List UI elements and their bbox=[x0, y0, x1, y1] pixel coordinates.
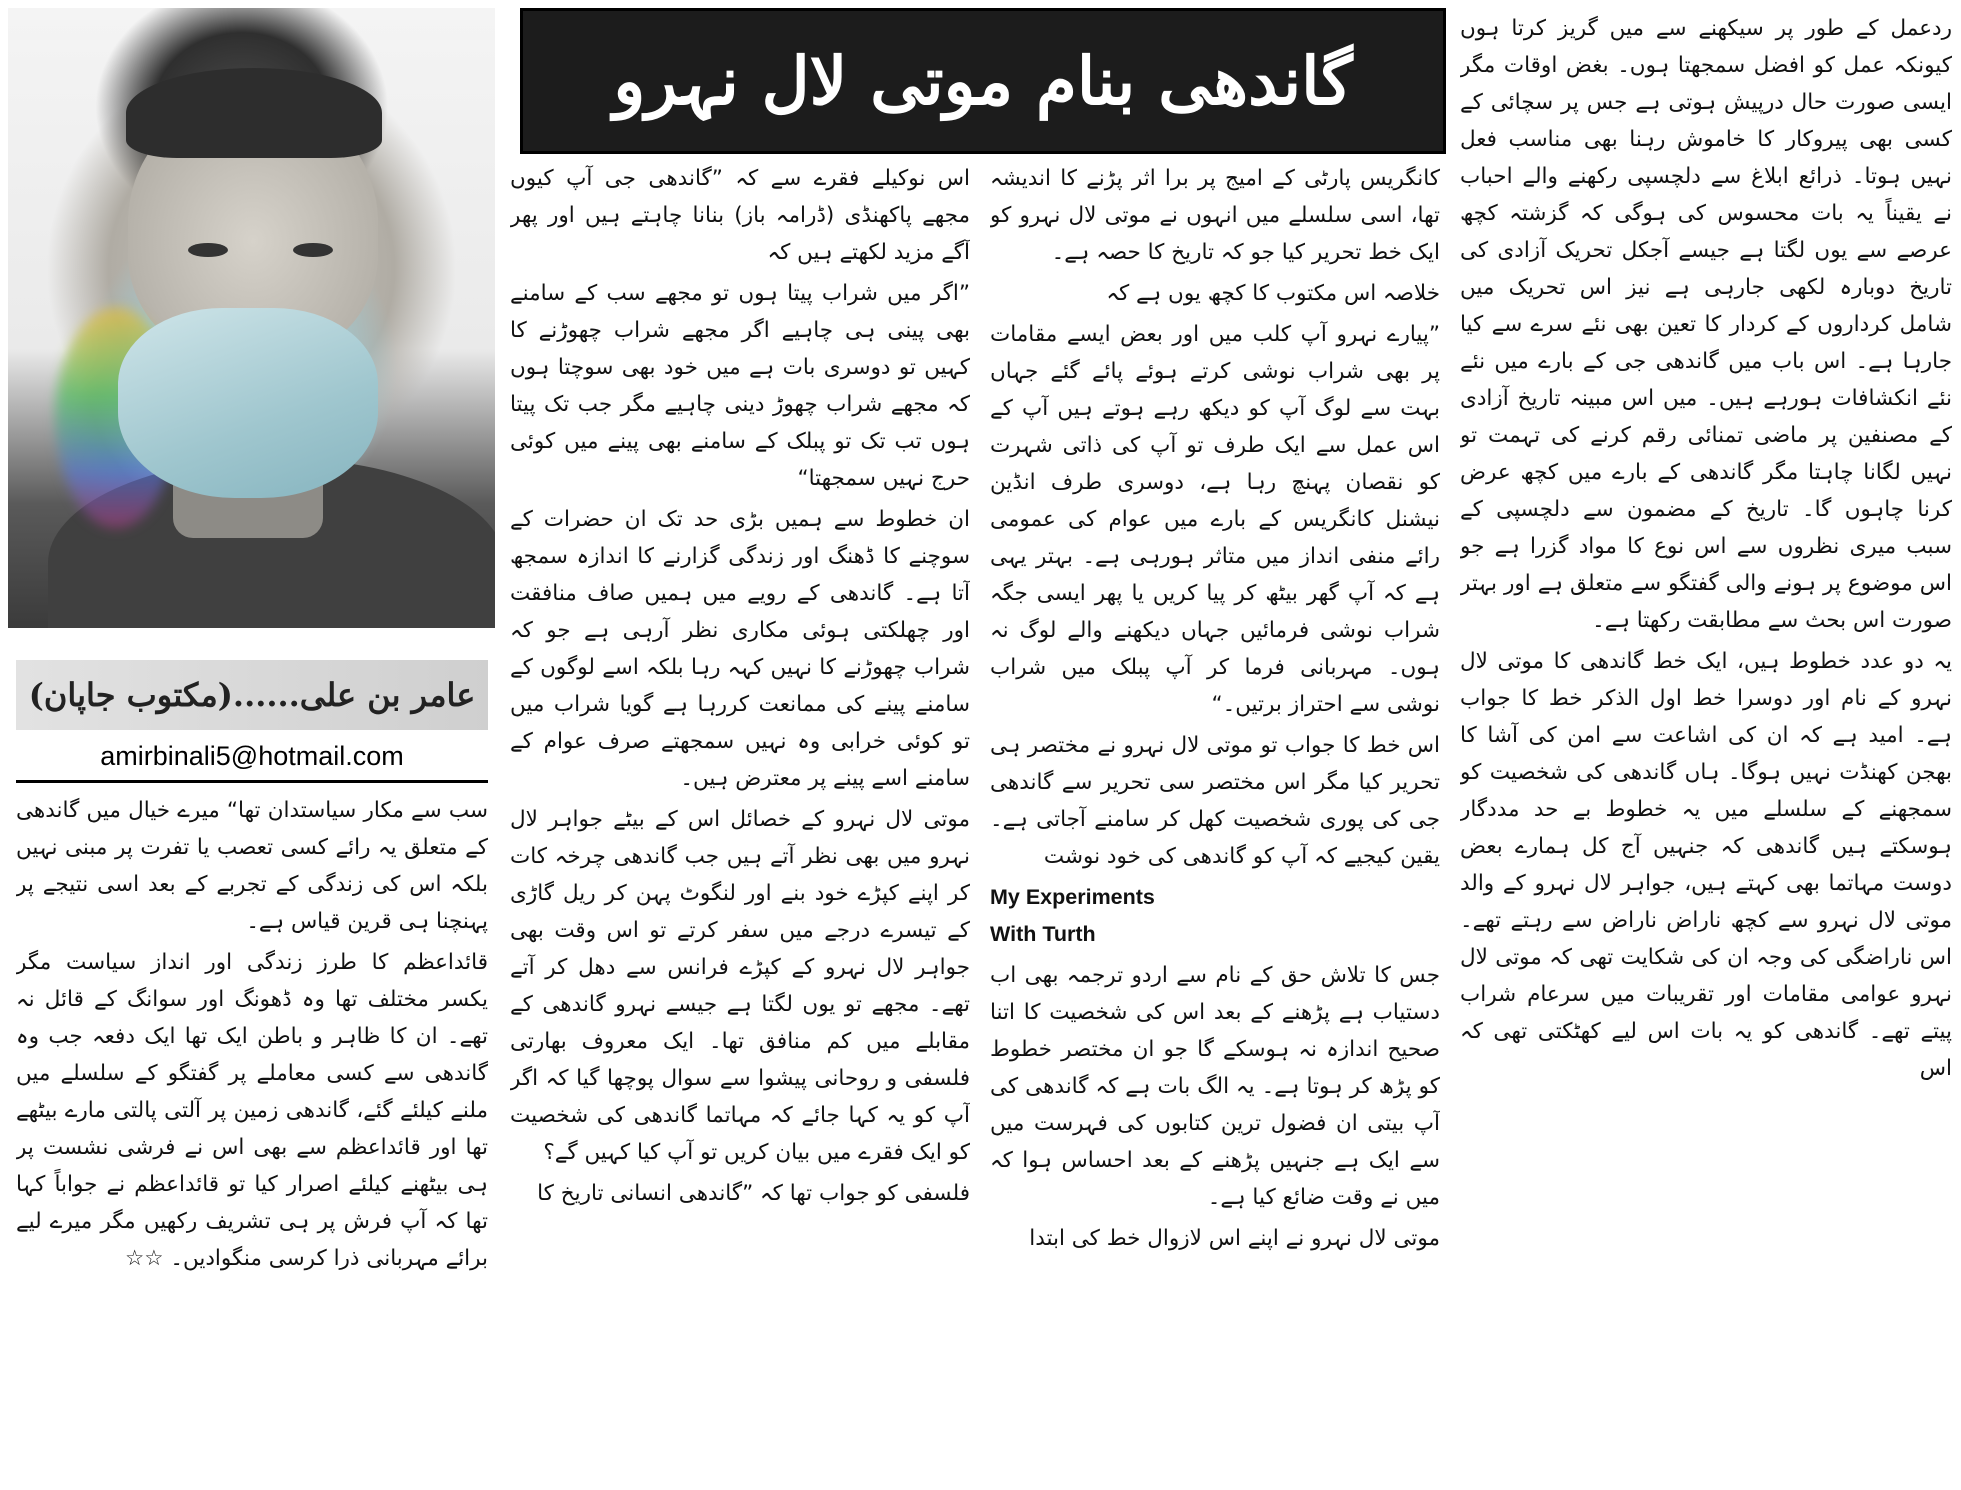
byline-divider bbox=[16, 780, 488, 783]
english-book-title bbox=[990, 879, 1440, 953]
paragraph: کانگریس پارٹی کے امیج پر برا اثر پڑنے کا اندیشہ تھا، اسی سلسلے میں انہوں نے موتی لال نہرو کو ایک خط تحریر کیا جو کہ تاریخ کا حصہ ہے۔ bbox=[990, 166, 1440, 265]
paragraph: موتی لال نہرو کے خصائل اس کے بیٹے جواہر لال نہرو میں بھی نظر آتے ہیں جب گاندھی چرخہ کات کر اپنے کپڑے خود بنے اور لنگوٹ پہن کر ریل گاڑی کے تیسرے درجے میں سفر کرتے تو اس وقت بھی جواہر لال نہرو کے کپڑے فرانس سے دھل کر آتے تھے۔ مجھے تو یوں لگتا ہے جیسے نہرو گاندھی کے مقابلے میں کم منافق تھا۔ ایک معروف بھارتی فلسفی و روحانی پیشوا سے سوال پوچھا گیا کہ اگر آپ کو یہ کہا جائے کہ مہاتما گاندھی کی شخصیت کو ایک فقرے میں بیان کریں تو آپ کیا کہیں گے؟ bbox=[510, 807, 970, 1165]
photo-eye-right bbox=[293, 243, 333, 257]
paragraph: اس خط کا جواب تو موتی لال نہرو نے مختصر ہی تحریر کیا مگر اس مختصر سی تحریر سے گاندھی جی کی پوری شخصیت کھل کر سامنے آجاتی ہے۔ یقین کیجیے کہ آپ کو گاندھی کی خود نوشت bbox=[990, 733, 1440, 869]
column-middle-right bbox=[990, 160, 1440, 1486]
paragraph: فلسفی کو جواب تھا کہ ”گاندھی انسانی تاریخ کا bbox=[537, 1181, 970, 1206]
article-headline: گاندھی بنام موتی لال نہرو bbox=[520, 8, 1446, 154]
paragraph: خلاصہ اس مکتوب کا کچھ یوں ہے کہ bbox=[1106, 281, 1440, 306]
paragraph: قائداعظم کا طرز زندگی اور انداز سیاست مگر یکسر مختلف تھا وہ ڈھونگ اور سوانگ کے قائل نہ تھے۔ ان کا ظاہر و باطن ایک تھا ایک دفعہ جب وہ گاندھی سے کسی معاملے پر گفتگو کے سلسلے میں ملنے کیلئے گئے، گاندھی زمین پر آلتی پالتی مارے بیٹھے تھا اور قائداعظم سے بھی اس نے فرشی نشست پر ہی بیٹھنے کیلئے اصرار کیا تو قائداعظم نے جواباً کہا تھا کہ آپ فرش پر ہی تشریف رکھیں مگر میرے لیے برائے مہربانی ذرا کرسی منگوادیں۔ ☆☆ bbox=[16, 950, 488, 1271]
column-right bbox=[1460, 10, 1952, 1486]
author-email: amirbinali5@hotmail.com bbox=[100, 740, 404, 771]
paragraph: ”پیارے نہرو آپ کلب میں اور بعض ایسے مقامات پر بھی شراب نوشی کرتے ہوئے پائے گئے جہاں بہت سے لوگ آپ کو دیکھ رہے ہوتے ہیں آپ کے اس عمل سے ایک طرف تو آپ کی ذاتی شہرت کو نقصان پہنچ رہا ہے، دوسری طرف انڈین نیشنل کانگریس کے بارے میں عوام کی عمومی رائے منفی انداز میں متاثر ہورہی ہے۔ بہتر یہی ہے کہ آپ گھر بیٹھ کر پیا کریں یا پھر ایسی جگہ شراب نوشی فرمائیں جہاں دیکھنے والے لوگ نہ ہوں۔ مہربانی فرما کر آپ پبلک میں شراب نوشی سے احتراز برتیں۔“ bbox=[990, 322, 1440, 717]
photo-eye-left bbox=[188, 243, 228, 257]
photo-hair bbox=[126, 68, 382, 158]
column-left bbox=[16, 792, 488, 1482]
paragraph: اس نوکیلے فقرے سے کہ ”گاندھی جی آپ کیوں مجھے پاکھنڈی (ڈرامہ باز) بنانا چاہتے ہیں اور پھر آگے مزید لکھتے ہیں کہ bbox=[510, 166, 970, 265]
column-middle-left bbox=[510, 160, 970, 1486]
paragraph: یہ دو عدد خطوط ہیں، ایک خط گاندھی کا موتی لال نہرو کے نام اور دوسرا خط اول الذکر خط کا جواب ہے۔ امید ہے کہ ان کی اشاعت سے امن کی آشا کا بھجن کھنڈت نہیں ہوگا۔ ہاں گاندھی کی شخصیت کو سمجھنے کے سلسلے میں یہ خطوط بے حد مددگار ہوسکتے ہیں گاندھی کہ جنہیں آج کل ہمارے بعض دوست مہاتما بھی کہتے ہیں، جواہر لال نہرو کے والد موتی لال نہرو سے کچھ ناراض ناراض سے رہتے تھے۔ اس ناراضگی کی وجہ ان کی شکایت تھی کہ موتی لال نہرو عوامی مقامات اور تقریبات میں سرعام شراب پیتے تھے۔ گاندھی کو یہ بات اس لیے کھٹکتی تھی کہ اس bbox=[1460, 649, 1952, 1081]
paragraph: ان خطوط سے ہمیں بڑی حد تک ان حضرات کے سوچنے کا ڈھنگ اور زندگی گزارنے کا اندازہ سمجھ آتا ہے۔ گاندھی کے رویے میں ہمیں صاف منافقت اور چھلکتی ہوئی مکاری نظر آرہی ہے جو کہ شراب چھوڑنے کا نہیں کہہ رہا بلکہ اسے لوگوں کے سامنے پینے کی ممانعت کررہا ہے گویا شراب میں تو کوئی خرابی وہ نہیں سمجھتے صرف عوام کے سامنے اسے پینے پر معترض ہیں۔ bbox=[510, 507, 970, 791]
author-photo bbox=[8, 8, 495, 628]
paragraph: موتی لال نہرو نے اپنے اس لازوال خط کی ابتدا bbox=[1029, 1226, 1440, 1251]
author-byline: عامر بن علی......(مکتوب جاپان) bbox=[16, 660, 488, 730]
paragraph: سب سے مکار سیاستدان تھا“ میرے خیال میں گاندھی کے متعلق یہ رائے کسی تعصب یا تفرت پر مبنی نہیں بلکہ اس کی زندگی کے تجربے کے بعد اسی نتیجے پر پہنچنا ہی قرین قیاس ہے۔ bbox=[16, 798, 488, 934]
english-title-line-1: My Experiments bbox=[990, 885, 1155, 909]
paragraph: ”اگر میں شراب پیتا ہوں تو مجھے سب کے سامنے بھی پینی ہی چاہیے اگر مجھے شراب چھوڑنے کا کہیں تو دوسری بات ہے میں خود بھی سوچتا ہوں کہ مجھے شراب چھوڑ دینی چاہیے مگر جب تک پیتا ہوں تب تک تو پبلک کے سامنے بھی پینے میں کوئی حرج نہیں سمجھتا“ bbox=[510, 281, 970, 491]
paragraph: جس کا تلاش حق کے نام سے اردو ترجمہ بھی اب دستیاب ہے پڑھنے کے بعد اس کی شخصیت کا اتنا صحیح اندازہ نہ ہوسکے گا جو ان مختصر خطوط کو پڑھ کر ہوتا ہے۔ یہ الگ بات ہے کہ گاندھی کی آپ بیتی ان فضول ترین کتابوں کی فہرست میں سے ایک ہے جنہیں پڑھنے کے بعد احساس ہوا کہ میں نے وقت ضائع کیا ہے۔ bbox=[990, 963, 1440, 1210]
paragraph: ردعمل کے طور پر سیکھنے سے میں گریز کرتا ہوں کیونکہ عمل کو افضل سمجھتا ہوں۔ بغض اوقات مگر ایسی صورت حال درپیش ہوتی ہے جس پر سچائی کے کسی بھی پیروکار کا خاموش رہنا بھی مناسب فعل نہیں ہوتا۔ ذرائع ابلاغ سے دلچسپی رکھنے والے احباب نے یقیناً یہ بات محسوس کی ہوگی کہ گزشتہ کچھ عرصے سے یوں لگتا ہے جیسے آجکل تحریک آزادی کی تاریخ دوبارہ لکھی جارہی ہے نیز اس تحریک میں شامل کرداروں کے کردار کا تعین بھی نئے سرے سے کیا جارہا ہے۔ اس باب میں گاندھی جی کے بارے میں نئے نئے انکشافات ہورہے ہیں۔ میں اس مبینہ تاریخ آزادی کے مصنفین پر ماضی تمنائی رقم کرنے کی تہمت تو نہیں لگانا چاہتا مگر گاندھی کے بارے میں کچھ عرض کرنا چاہوں گا۔ تاریخ کے مضمون سے دلچسپی کے سبب میری نظروں سے اس نوع کا مواد گزرا ہے جو اس موضوع پر ہونے والی گفتگو سے متعلق ہے اور بہتر صورت اس بحث سے مطابقت رکھتا ہے۔ bbox=[1460, 16, 1952, 633]
photo-face-mask bbox=[118, 308, 378, 498]
english-title-line-2: With Turth bbox=[990, 922, 1096, 946]
